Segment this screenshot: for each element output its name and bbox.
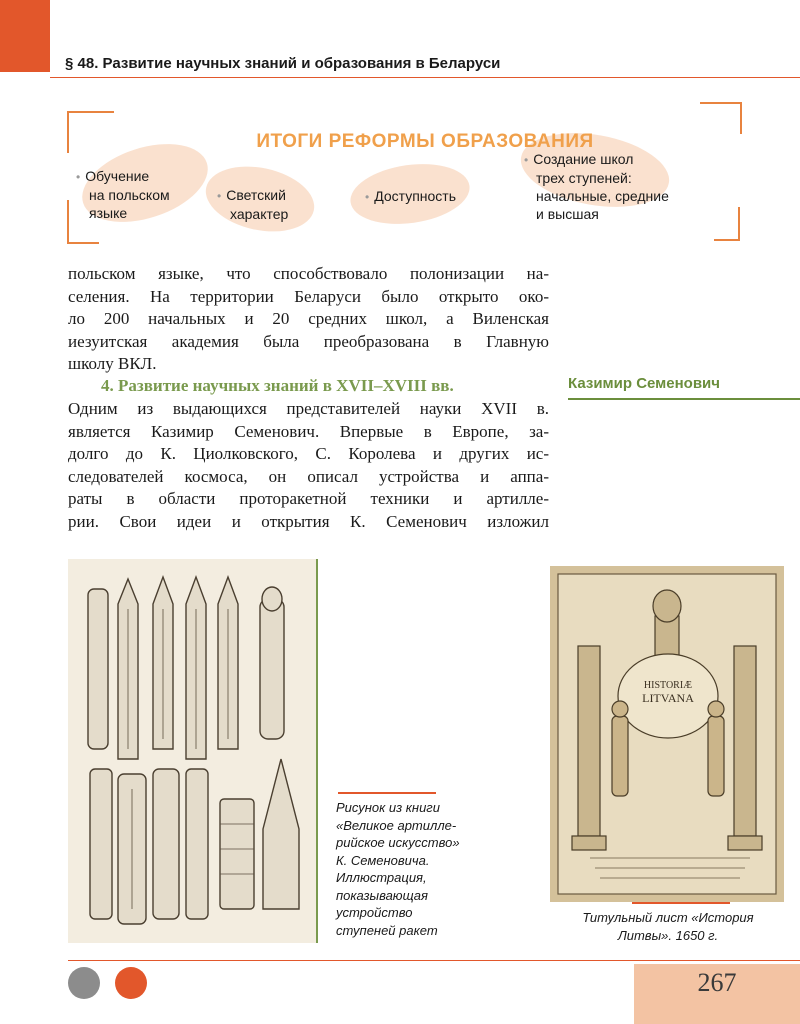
summary-title-text: ИТОГИ РЕФОРМЫ ОБРАЗОВАНИЯ — [256, 131, 594, 152]
chapter-heading: § 48. Развитие научных знаний и образования в Беларуси — [65, 55, 501, 72]
bullet-dot-icon: • — [365, 190, 370, 204]
summary-bracket-bottom-right — [714, 207, 740, 241]
footer-orange-dot-icon — [115, 967, 147, 999]
section-heading: 4. Развитие научных знаний в XVII–XVIII вв. — [101, 376, 454, 395]
summary-item: • Доступность — [365, 188, 457, 204]
bullet-dot-icon: • — [76, 170, 81, 184]
engraved-title-2: LITVANA — [642, 691, 694, 705]
figure-2-caption: Титульный лист «История Литвы». 1650 г. — [582, 910, 754, 943]
title-page-engraving — [550, 566, 784, 902]
page-number: 267 — [697, 968, 737, 997]
title-page-image — [550, 566, 784, 902]
summary-box — [0, 0, 800, 260]
body-paragraph-1: польском языке, что способствовало полонизации на- селения. На территории Беларуси было открыто око- ло 200 начальных и 20 средних школ, а Виленская иезуитская академия была преобразована в Главную школу ВКЛ. — [68, 264, 549, 373]
rocket-engraving — [68, 559, 316, 943]
summary-title — [0, 131, 800, 153]
summary-bracket-top-right — [700, 102, 742, 134]
sidebar-rule — [568, 398, 800, 400]
sidebar-person-name: Казимир Семенович — [568, 375, 720, 392]
caption-rule — [632, 902, 730, 904]
body-paragraph-2: Одним из выдающихся представителей науки XVII в. является Казимир Семенович. Впервые в Европе, за- долго до К. Циолковского, С. Королева и других ис- следователей космоса, он описал устройства и аппа- раты в области проторакетной техники и артилле- рии. Свои идеи и открытия К. Семенович изложил — [68, 399, 549, 531]
summary-item: • Обучение на польском языке — [76, 168, 170, 221]
figure-1-caption: Рисунок из книги «Великое артилле- рийское искусство» К. Семеновича. Иллюстрация, показывающая устройство ступеней ракет — [336, 800, 460, 938]
summary-item: • Светский характер — [217, 187, 289, 222]
bullet-dot-icon: • — [524, 153, 529, 167]
summary-item: • Создание школ трех ступеней: начальные, средние и высшая — [524, 151, 669, 222]
caption-rule — [338, 792, 436, 794]
rocket-illustration — [68, 559, 318, 943]
footer-rule — [68, 960, 800, 961]
engraved-title-1: HISTORIÆ — [643, 680, 693, 691]
bullet-dot-icon: • — [217, 189, 222, 203]
footer-gray-dot-icon — [68, 967, 100, 999]
